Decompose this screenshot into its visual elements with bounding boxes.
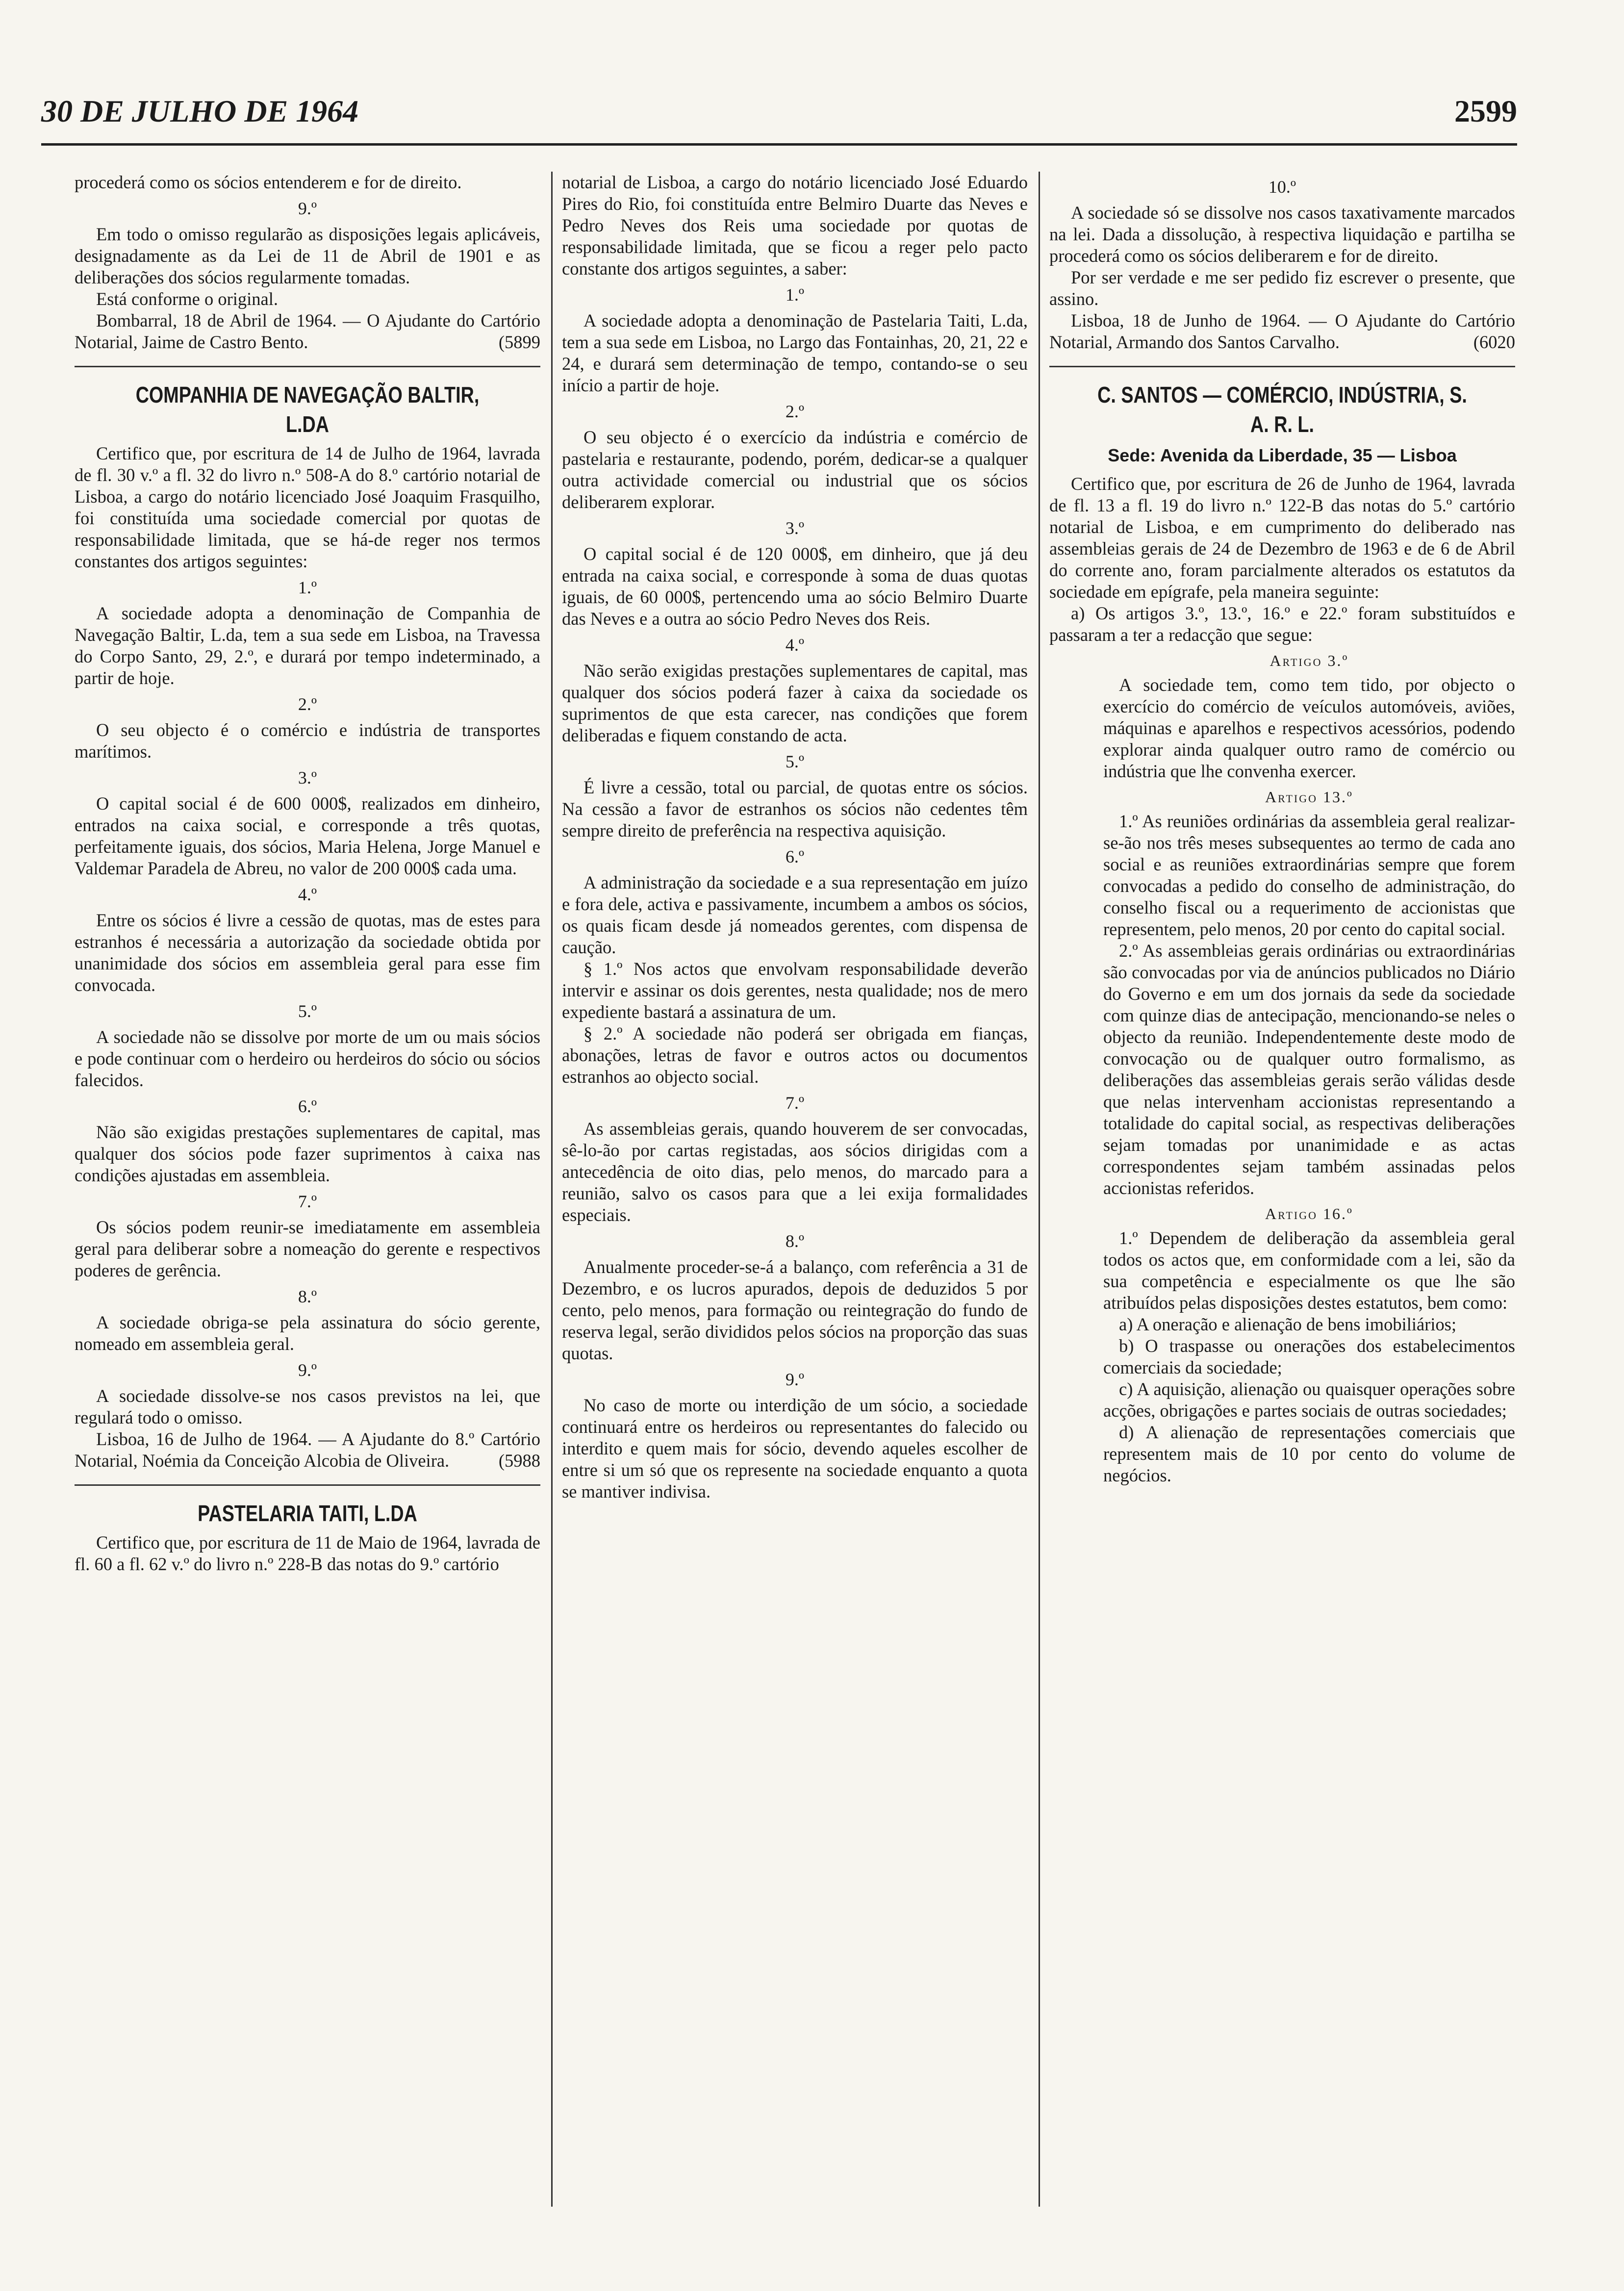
article-number: 9.º — [785, 1370, 805, 1389]
page-date: 30 DE JULHO DE 1964 — [41, 94, 359, 128]
article-number: 3.º — [298, 768, 317, 788]
paragraph: § 1.º Nos actos que envolvam responsabilidade deverão intervir e assinar os dois gerentes, nesta qualidade; nos de mero expediente bastará a assinatura de um. — [562, 959, 1028, 1022]
article-number: 8.º — [785, 1231, 805, 1251]
paragraph: Certifico que, por escritura de 11 de Maio de 1964, lavrada de fl. 60 a fl. 62 v.º do livro n.º 228-B das notas do 9.º cartório — [75, 1532, 540, 1574]
artigo-title: Artigo 3.º — [1269, 652, 1349, 669]
paragraph: § 2.º A sociedade não poderá ser obrigada em fianças, abonações, letras de favor e outros actos ou documentos estranhos ao objecto social. — [562, 1023, 1028, 1087]
artigo-title: Artigo 13.º — [1265, 788, 1353, 806]
artigo-title: Artigo 16.º — [1265, 1205, 1353, 1222]
article-number: 10.º — [1268, 177, 1296, 197]
paragraph: As assembleias gerais, quando houverem de ser convocadas, sê-lo-ão por cartas registadas, aos sócios dirigidas com a antecedência de oito dias, pelo menos, do marcado para a reunião, salvo os casos para que a lei exija formalidades especiais. — [562, 1119, 1028, 1225]
paragraph: Por ser verdade e me ser pedido fiz escrever o presente, que assino. — [1049, 267, 1515, 309]
paragraph: d) A alienação de representações comerciais que representem mais de 10 por cento do volume de negócios. — [1103, 1422, 1515, 1485]
article-number: 4.º — [785, 635, 805, 655]
paragraph: No caso de morte ou interdição de um sócio, a sociedade continuará entre os herdeiros ou representantes do falecido ou interdito e quem mais for sócio, devendo aqueles escolher de entre si um só que os represente na sociedade enquanto a quota se mantiver indivisa. — [562, 1395, 1028, 1502]
paragraph: Não serão exigidas prestações suplementares de capital, mas qualquer dos sócios poderá fazer à caixa da sociedade os suprimentos de que esta carecer, nas condições que forem deliberadas e fiquem constando de acta. — [562, 661, 1028, 745]
article-number: 6.º — [785, 847, 805, 866]
notary-signature: Lisboa, 18 de Junho de 1964. — O Ajudante do Cartório Notarial, Armando dos Santos Carvalho. (6020 — [1049, 310, 1515, 352]
article-number: 1.º — [785, 285, 805, 305]
statute-articles — [1049, 649, 1515, 1486]
paragraph: A sociedade obriga-se pela assinatura do sócio gerente, nomeado em assembleia geral. — [75, 1312, 540, 1354]
column-divider-1 — [551, 172, 553, 2207]
section-heading-baltir: COMPANHIA DE NAVEGAÇÃO BALTIR, L.DA — [135, 382, 480, 437]
paragraph: c) A aquisição, alienação ou quaisquer operações sobre acções, obrigações e partes sociais de outras sociedades; — [1103, 1379, 1515, 1421]
paragraph: A sociedade só se dissolve nos casos taxativamente marcados na lei. Dada a dissolução, à respectiva liquidação e partilha se procederá como os sócios deliberarem e for de direito. — [1049, 203, 1515, 266]
column-2 — [562, 172, 1028, 2270]
article-number: 9.º — [298, 199, 317, 218]
paragraph: a) Os artigos 3.º, 13.º, 16.º e 22.º foram substituídos e passaram a ter a redacção que segue: — [1049, 603, 1515, 645]
article-number: 2.º — [785, 402, 805, 421]
paragraph: Certifico que, por escritura de 14 de Julho de 1964, lavrada de fl. 30 v.º a fl. 32 do livro n.º 508-A do 8.º cartório notarial de Lisboa, a cargo do notário licenciado José Joaquim Frasquilho, foi constituída uma sociedade comercial por quotas de responsabilidade limitada, que se há-de reger nos termos constantes dos artigos seguintes: — [75, 443, 540, 571]
paragraph: Está conforme o original. — [96, 289, 278, 309]
section-heading-csantos: C. SANTOS — COMÉRCIO, INDÚSTRIA, S. A. R. L. — [1097, 382, 1467, 437]
paragraph: Anualmente proceder-se-á a balanço, com referência a 31 de Dezembro, e os lucros apurados, depois de deduzidos 5 por cento, pelo menos, para formação ou reintegração do fundo de reserva legal, serão divididos pelos sócios na proporção das suas quotas. — [562, 1257, 1028, 1363]
article-number: 5.º — [785, 752, 805, 771]
article-number: 3.º — [785, 518, 805, 538]
paragraph: 1.º Dependem de deliberação da assembleia geral todos os actos que, em conformidade com a lei, são da sua competência e especialmente os que lhe são atribuídos pelas disposições destes estatutos, bem como: — [1103, 1228, 1515, 1313]
article-number: 7.º — [785, 1093, 805, 1113]
section-subheading-address: Sede: Avenida da Liberdade, 35 — Lisboa — [1108, 445, 1457, 465]
paragraph: O capital social é de 120 000$, em dinheiro, que já deu entrada na caixa social, e corresponde à soma de duas quotas iguais, de 60 000$, pertencendo uma ao sócio Belmiro Duarte das Neves e a outra ao sócio Pedro Neves dos Reis. — [562, 544, 1028, 629]
article-number: 9.º — [298, 1360, 317, 1380]
article-number: 5.º — [298, 1001, 317, 1021]
paragraph: notarial de Lisboa, a cargo do notário licenciado José Eduardo Pires do Rio, foi constituída entre Belmiro Duarte das Neves e Pedro Neves dos Reis uma sociedade por quotas de responsabilidade limitada, que se ficou a reger pelo pacto constante dos artigos seguintes, a saber: — [562, 172, 1028, 279]
section-divider — [75, 366, 540, 367]
paragraph: 1.º As reuniões ordinárias da assembleia geral realizar-se-ão nos três meses subsequentes ao termo de cada ano social e as reuniões extraordinárias sempre que forem convocadas a pedido do conselho de administração, do conselho fiscal ou a requerimento de accionistas que representem, pelo menos, 20 por cento do capital social. — [1103, 811, 1515, 939]
paragraph: A sociedade adopta a denominação de Pastelaria Taiti, L.da, tem a sua sede em Lisboa, no Largo das Fontainhas, 20, 21, 22 e 24, e durará sem determinação de tempo, contando-se o seu início a partir de hoje. — [562, 310, 1028, 395]
paragraph: O capital social é de 600 000$, realizados em dinheiro, entrados na caixa social, e corresponde a três quotas, perfeitamente iguais, dos sócios, Maria Helena, Jorge Manuel e Valdemar Paradela de Abreu, no valor de 200 000$ cada uma. — [75, 793, 540, 878]
paragraph: A sociedade tem, como tem tido, por objecto o exercício do comércio de veículos automóveis, aviões, máquinas e aparelhos e respectivos acessórios, podendo explorar ainda qualquer outro ramo de comércio ou indústria que lhe convenha exercer. — [1103, 675, 1515, 781]
paragraph: A sociedade dissolve-se nos casos previstos na lei, que regulará todo o omisso. — [75, 1386, 540, 1427]
article-number: 7.º — [298, 1192, 317, 1211]
column-3 — [1049, 172, 1515, 2270]
paragraph: A administração da sociedade e a sua representação em juízo e fora dele, activa e passivamente, incumbem a ambos os sócios, os quais ficam desde já nomeados gerentes, com dispensa de caução. — [562, 872, 1028, 957]
reference-number: (6020 — [1473, 332, 1515, 352]
reference-number: (5899 — [498, 332, 540, 352]
article-number: 8.º — [298, 1287, 317, 1306]
column-1 — [75, 172, 540, 2270]
section-divider — [75, 1484, 540, 1486]
article-number: 6.º — [298, 1096, 317, 1116]
notary-signature: Bombarral, 18 de Abril de 1964. — O Ajudante do Cartório Notarial, Jaime de Castro Bento. (5899 — [75, 310, 540, 352]
paragraph: É livre a cessão, total ou parcial, de quotas entre os sócios. Na cessão a favor de estranhos os sócios não cedentes têm sempre direito de preferência na respectiva aquisição. — [562, 777, 1028, 840]
paragraph: 2.º As assembleias gerais ordinárias ou extraordinárias são convocadas por via de anúncios publicados no Diário do Governo e em um dos jornais da sede da sociedade com quinze dias de antecipação, mencionando-se neles o objecto da reunião. Independentemente deste modo de convocação ou de qualquer outro formalismo, as deliberações das assembleias gerais serão válidas desde que nelas intervenham accionistas representando a totalidade do capital social, as respectivas deliberações sejam tomadas por unanimidade e as actas correspondentes sejam também assinadas pelos accionistas referidos. — [1103, 941, 1515, 1198]
paragraph: procederá como os sócios entenderem e for de direito. — [75, 172, 462, 192]
section-divider — [1049, 366, 1515, 367]
article-number: 2.º — [298, 694, 317, 714]
paragraph: b) O traspasse ou onerações dos estabelecimentos comerciais da sociedade; — [1103, 1336, 1515, 1377]
paragraph: a) A oneração e alienação de bens imobiliários; — [1119, 1314, 1457, 1334]
paragraph: Entre os sócios é livre a cessão de quotas, mas de estes para estranhos é necessária a autorização da sociedade obtida por unanimidade dos sócios em assembleia geral para esse fim convocada. — [75, 910, 540, 995]
page-header — [41, 93, 1517, 137]
reference-number: (5988 — [498, 1451, 540, 1471]
paragraph: O seu objecto é o exercício da indústria e comércio de pastelaria e restaurante, podendo, porém, dedicar-se a qualquer outra actividade comercial ou industrial que os sócios deliberarem explorar. — [562, 427, 1028, 512]
paragraph: Não são exigidas prestações suplementares de capital, mas qualquer dos sócios pode fazer suprimentos à caixa nas condições ajustadas em assembleia. — [75, 1122, 540, 1185]
header-rule — [41, 143, 1517, 146]
paragraph: Em todo o omisso regularão as disposições legais aplicáveis, designadamente as da Lei de 11 de Abril de 1901 e as deliberações dos sócios regularmente tomadas. — [75, 224, 540, 287]
notary-signature: Lisboa, 16 de Julho de 1964. — A Ajudante do 8.º Cartório Notarial, Noémia da Conceição Alcobia de Oliveira. (5988 — [75, 1429, 540, 1471]
section-heading-taiti: PASTELARIA TAITI, L.DA — [198, 1501, 417, 1526]
page-number: 2599 — [1454, 94, 1517, 128]
paragraph: A sociedade não se dissolve por morte de um ou mais sócios e pode continuar com o herdeiro ou herdeiros do sócio ou sócios falecidos. — [75, 1027, 540, 1090]
paragraph: A sociedade adopta a denominação de Companhia de Navegação Baltir, L.da, tem a sua sede em Lisboa, na Travessa do Corpo Santo, 29, 2.º, e durará por tempo indeterminado, a partir de hoje. — [75, 603, 540, 688]
paragraph: Os sócios podem reunir-se imediatamente em assembleia geral para deliberar sobre a nomeação do gerente e respectivos poderes de gerência. — [75, 1217, 540, 1280]
article-number: 1.º — [298, 578, 317, 597]
paragraph: O seu objecto é o comércio e indústria de transportes marítimos. — [75, 720, 540, 762]
column-divider-2 — [1039, 172, 1040, 2207]
article-number: 4.º — [298, 885, 317, 904]
paragraph: Certifico que, por escritura de 26 de Junho de 1964, lavrada de fl. 13 a fl. 19 do livro n.º 122-B das notas do 5.º cartório notarial de Lisboa, e em cumprimento do deliberado nas assembleias gerais de 24 de Dezembro de 1963 e de 6 de Abril do corrente ano, foram parcialmente alterados os estatutos da sociedade em epígrafe, pela maneira seguinte: — [1049, 474, 1515, 602]
